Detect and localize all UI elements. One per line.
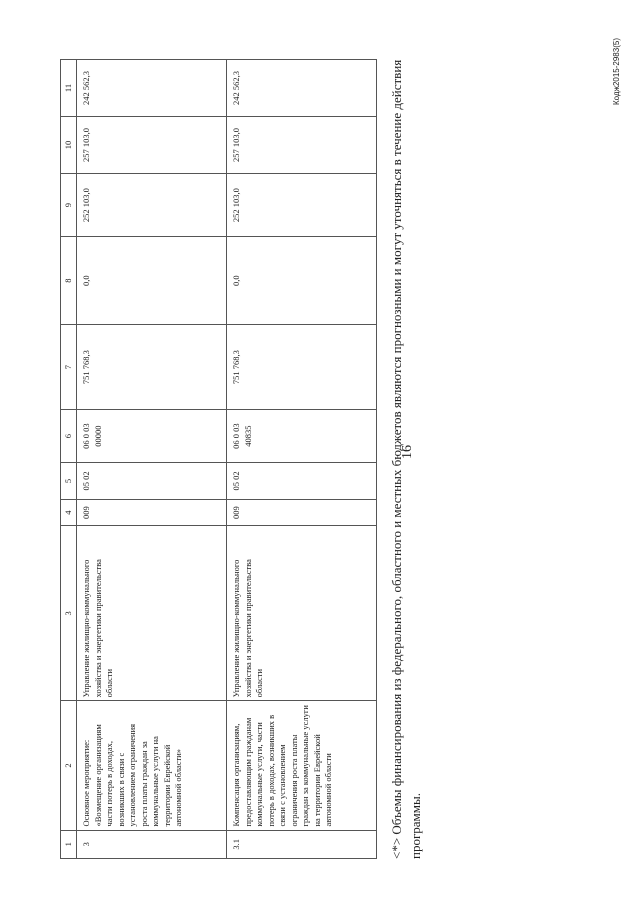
table-row — [227, 60, 377, 859]
header-cell: 11 — [61, 60, 77, 117]
header-cell: 3 — [61, 526, 77, 701]
header-cell: 6 — [61, 410, 77, 463]
table-header-row — [61, 60, 77, 859]
year-amount: 242 562,3 — [227, 60, 377, 117]
header-cell: 7 — [61, 324, 77, 409]
document-code: Кодж2015-2983(5) — [612, 38, 621, 105]
header-cell: 2 — [61, 701, 77, 830]
executor: Управление жилищно-коммунального хозяйства и энергетики правительства области — [77, 526, 227, 701]
header-cell: 9 — [61, 173, 77, 236]
page-number: 16 — [400, 445, 415, 459]
section-code: 05 02 — [77, 462, 227, 499]
year-amount: 252 103,0 — [227, 173, 377, 236]
header-cell: 8 — [61, 237, 77, 325]
total-amount: 751 768,3 — [77, 324, 227, 409]
financing-table — [60, 59, 377, 859]
row-number: 3 — [77, 830, 227, 858]
event-name: Основное мероприятие: «Возмещение организациям части потерь в доходах, возникших в связи с установлением ограничения роста платы граждан за коммунальные услуги на территории Еврейской автономной области» — [77, 701, 227, 830]
grbs-code: 009 — [227, 500, 377, 526]
header-cell: 4 — [61, 500, 77, 526]
grbs-code: 009 — [77, 500, 227, 526]
header-cell: 10 — [61, 117, 77, 174]
header-cell: 5 — [61, 462, 77, 499]
row-number: 3.1 — [227, 830, 377, 858]
target-article: 06 0 03 00000 — [77, 410, 227, 463]
table-row — [77, 60, 227, 859]
footnote: <*> Объемы финансирования из федерального, областного и местных бюджетов являются прогнозными и могут уточняться в течение действия программы. — [389, 59, 423, 859]
header-cell: 1 — [61, 830, 77, 858]
target-article: 06 0 03 40835 — [227, 410, 377, 463]
year-amount: 242 562,3 — [77, 60, 227, 117]
year-amount: 0,0 — [77, 237, 227, 325]
year-amount: 257 103,0 — [227, 117, 377, 174]
year-amount: 0,0 — [227, 237, 377, 325]
event-name: Компенсация организациям, предоставляющим гражданам коммунальные услуги, части потерь в доходах, возникших в связи с установлением ограничения роста платы граждан за коммунальные услуги на территории Еврейской автономной области — [227, 701, 377, 830]
executor: Управление жилищно-коммунального хозяйства и энергетики правительства области — [227, 526, 377, 701]
year-amount: 257 103,0 — [77, 117, 227, 174]
total-amount: 751 768,3 — [227, 324, 377, 409]
year-amount: 252 103,0 — [77, 173, 227, 236]
section-code: 05 02 — [227, 462, 377, 499]
